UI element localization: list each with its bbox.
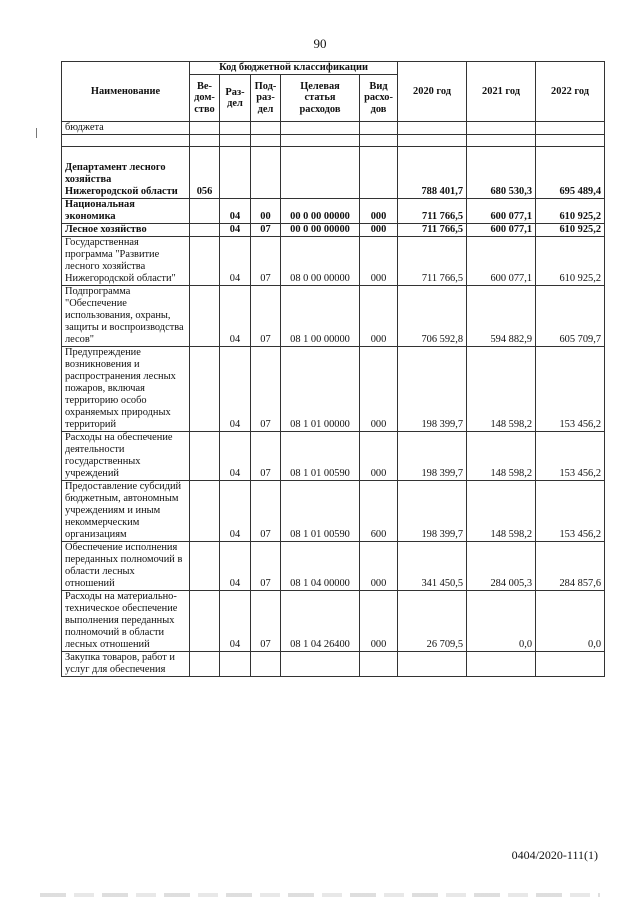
row-2021: 0,0 bbox=[467, 591, 536, 652]
row-vid: 000 bbox=[360, 199, 398, 224]
row-podrazdel bbox=[251, 147, 281, 199]
row-2022: 610 925,2 bbox=[536, 224, 605, 237]
row-2022: 153 456,2 bbox=[536, 347, 605, 432]
row-2020: 788 401,7 bbox=[398, 147, 467, 199]
row-tselevaya bbox=[281, 147, 360, 199]
row-2022: 610 925,2 bbox=[536, 237, 605, 286]
row-tselevaya: 08 0 00 00000 bbox=[281, 237, 360, 286]
row-vid: 000 bbox=[360, 347, 398, 432]
row-2020: 711 766,5 bbox=[398, 237, 467, 286]
row-razdel: 04 bbox=[220, 432, 251, 481]
row-2022: 153 456,2 bbox=[536, 481, 605, 542]
header-year-2022: 2022 год bbox=[536, 62, 605, 122]
table-row bbox=[62, 122, 605, 135]
row-razdel: 04 bbox=[220, 347, 251, 432]
row-2021 bbox=[467, 135, 536, 147]
budget-table bbox=[61, 61, 605, 677]
row-2021 bbox=[467, 652, 536, 677]
row-name: Расходы на материально-техническое обеспечение выполнения переданных полномочий в области лесных отношений bbox=[62, 591, 190, 652]
table-row bbox=[62, 286, 605, 347]
row-vedomstvo bbox=[190, 432, 220, 481]
row-podrazdel bbox=[251, 652, 281, 677]
row-vid bbox=[360, 122, 398, 135]
row-podrazdel: 07 bbox=[251, 237, 281, 286]
row-name: Предупреждение возникновения и распространения лесных пожаров, включая территорию особо охраняемых природных территорий bbox=[62, 347, 190, 432]
row-vedomstvo bbox=[190, 652, 220, 677]
row-podrazdel: 07 bbox=[251, 286, 281, 347]
row-tselevaya bbox=[281, 122, 360, 135]
table-row bbox=[62, 591, 605, 652]
row-2022: 153 456,2 bbox=[536, 432, 605, 481]
header-year-2020: 2020 год bbox=[398, 62, 467, 122]
row-podrazdel: 00 bbox=[251, 199, 281, 224]
row-razdel bbox=[220, 122, 251, 135]
row-vedomstvo bbox=[190, 199, 220, 224]
row-tselevaya: 08 1 01 00590 bbox=[281, 432, 360, 481]
row-2022: 610 925,2 bbox=[536, 199, 605, 224]
row-2020: 711 766,5 bbox=[398, 224, 467, 237]
row-podrazdel: 07 bbox=[251, 432, 281, 481]
header-vid-raskhodov: Вид расхо- дов bbox=[360, 75, 398, 122]
row-2021: 600 077,1 bbox=[467, 224, 536, 237]
row-tselevaya: 08 1 01 00000 bbox=[281, 347, 360, 432]
row-podrazdel: 07 bbox=[251, 224, 281, 237]
row-name: Национальная экономика bbox=[62, 199, 190, 224]
row-vedomstvo bbox=[190, 135, 220, 147]
row-2021: 148 598,2 bbox=[467, 432, 536, 481]
row-razdel bbox=[220, 652, 251, 677]
row-vid bbox=[360, 147, 398, 199]
row-2020: 706 592,8 bbox=[398, 286, 467, 347]
row-vedomstvo bbox=[190, 237, 220, 286]
row-2021: 600 077,1 bbox=[467, 237, 536, 286]
header-tselevaya-statya: Целевая статья расходов bbox=[281, 75, 360, 122]
row-name: Предоставление субсидий бюджетным, автономным учреждениям и иным некоммерческим организациям bbox=[62, 481, 190, 542]
row-2021 bbox=[467, 122, 536, 135]
table-row bbox=[62, 542, 605, 591]
row-razdel: 04 bbox=[220, 286, 251, 347]
row-vedomstvo bbox=[190, 286, 220, 347]
row-vid: 000 bbox=[360, 237, 398, 286]
row-vid: 000 bbox=[360, 286, 398, 347]
row-name: Лесное хозяйство bbox=[62, 224, 190, 237]
row-tselevaya: 00 0 00 00000 bbox=[281, 224, 360, 237]
header-razdel: Раз- дел bbox=[220, 75, 251, 122]
row-razdel bbox=[220, 135, 251, 147]
row-2022 bbox=[536, 652, 605, 677]
table-row bbox=[62, 224, 605, 237]
row-2021: 594 882,9 bbox=[467, 286, 536, 347]
row-name: Подпрограмма "Обеспечение использования, охраны, защиты и воспроизводства лесов" bbox=[62, 286, 190, 347]
row-2022: 605 709,7 bbox=[536, 286, 605, 347]
margin-mark bbox=[36, 128, 37, 138]
table-row bbox=[62, 347, 605, 432]
table-row bbox=[62, 481, 605, 542]
row-2020: 198 399,7 bbox=[398, 481, 467, 542]
row-name: Департамент лесного хозяйства Нижегородской области bbox=[62, 147, 190, 199]
row-razdel: 04 bbox=[220, 199, 251, 224]
row-2022: 695 489,4 bbox=[536, 147, 605, 199]
table-row bbox=[62, 237, 605, 286]
row-2021: 680 530,3 bbox=[467, 147, 536, 199]
header-code-group: Код бюджетной классификации bbox=[190, 62, 398, 75]
row-razdel bbox=[220, 147, 251, 199]
table-row bbox=[62, 199, 605, 224]
table-row bbox=[62, 652, 605, 677]
row-name: Обеспечение исполнения переданных полномочий в области лесных отношений bbox=[62, 542, 190, 591]
row-vid bbox=[360, 135, 398, 147]
header-name: Наименование bbox=[62, 62, 190, 122]
row-2020: 341 450,5 bbox=[398, 542, 467, 591]
row-name: Государственная программа "Развитие лесного хозяйства Нижегородской области" bbox=[62, 237, 190, 286]
row-name bbox=[62, 135, 190, 147]
row-vid: 000 bbox=[360, 224, 398, 237]
row-vid: 000 bbox=[360, 432, 398, 481]
document-code: 0404/2020-111(1) bbox=[511, 848, 598, 862]
row-razdel: 04 bbox=[220, 237, 251, 286]
row-tselevaya bbox=[281, 135, 360, 147]
row-vedomstvo: 056 bbox=[190, 147, 220, 199]
row-razdel: 04 bbox=[220, 224, 251, 237]
row-2022: 284 857,6 bbox=[536, 542, 605, 591]
row-name: Закупка товаров, работ и услуг для обеспечения bbox=[62, 652, 190, 677]
row-razdel: 04 bbox=[220, 481, 251, 542]
header-year-2021: 2021 год bbox=[467, 62, 536, 122]
row-tselevaya: 08 1 04 00000 bbox=[281, 542, 360, 591]
row-2022 bbox=[536, 135, 605, 147]
row-vid: 000 bbox=[360, 591, 398, 652]
page-number: 90 bbox=[313, 36, 327, 51]
row-vedomstvo bbox=[190, 224, 220, 237]
row-vedomstvo bbox=[190, 542, 220, 591]
row-vid: 600 bbox=[360, 481, 398, 542]
row-podrazdel bbox=[251, 135, 281, 147]
row-vedomstvo bbox=[190, 481, 220, 542]
row-tselevaya: 08 1 04 26400 bbox=[281, 591, 360, 652]
row-podrazdel: 07 bbox=[251, 347, 281, 432]
row-2020: 26 709,5 bbox=[398, 591, 467, 652]
row-podrazdel: 07 bbox=[251, 542, 281, 591]
row-2022: 0,0 bbox=[536, 591, 605, 652]
row-name: бюджета bbox=[62, 122, 190, 135]
row-podrazdel: 07 bbox=[251, 481, 281, 542]
row-2020 bbox=[398, 122, 467, 135]
scan-edge-artifact bbox=[40, 893, 600, 897]
header-vedomstvo: Ве- дом- ство bbox=[190, 75, 220, 122]
row-2021: 148 598,2 bbox=[467, 347, 536, 432]
row-vedomstvo bbox=[190, 122, 220, 135]
row-podrazdel bbox=[251, 122, 281, 135]
row-2020: 198 399,7 bbox=[398, 347, 467, 432]
row-2020 bbox=[398, 652, 467, 677]
row-podrazdel: 07 bbox=[251, 591, 281, 652]
row-tselevaya: 08 1 00 00000 bbox=[281, 286, 360, 347]
table-row bbox=[62, 147, 605, 199]
row-vid bbox=[360, 652, 398, 677]
row-2021: 600 077,1 bbox=[467, 199, 536, 224]
table-row bbox=[62, 432, 605, 481]
row-vedomstvo bbox=[190, 347, 220, 432]
row-tselevaya bbox=[281, 652, 360, 677]
row-2021: 148 598,2 bbox=[467, 481, 536, 542]
row-name: Расходы на обеспечение деятельности государственных учреждений bbox=[62, 432, 190, 481]
row-2020: 711 766,5 bbox=[398, 199, 467, 224]
row-2021: 284 005,3 bbox=[467, 542, 536, 591]
row-razdel: 04 bbox=[220, 591, 251, 652]
row-tselevaya: 00 0 00 00000 bbox=[281, 199, 360, 224]
row-2020: 198 399,7 bbox=[398, 432, 467, 481]
table-row-spacer bbox=[62, 135, 605, 147]
row-vedomstvo bbox=[190, 591, 220, 652]
header-row-top bbox=[62, 62, 605, 75]
row-vid: 000 bbox=[360, 542, 398, 591]
row-2022 bbox=[536, 122, 605, 135]
row-tselevaya: 08 1 01 00590 bbox=[281, 481, 360, 542]
row-2020 bbox=[398, 135, 467, 147]
row-razdel: 04 bbox=[220, 542, 251, 591]
header-podrazdel: Под- раз- дел bbox=[251, 75, 281, 122]
